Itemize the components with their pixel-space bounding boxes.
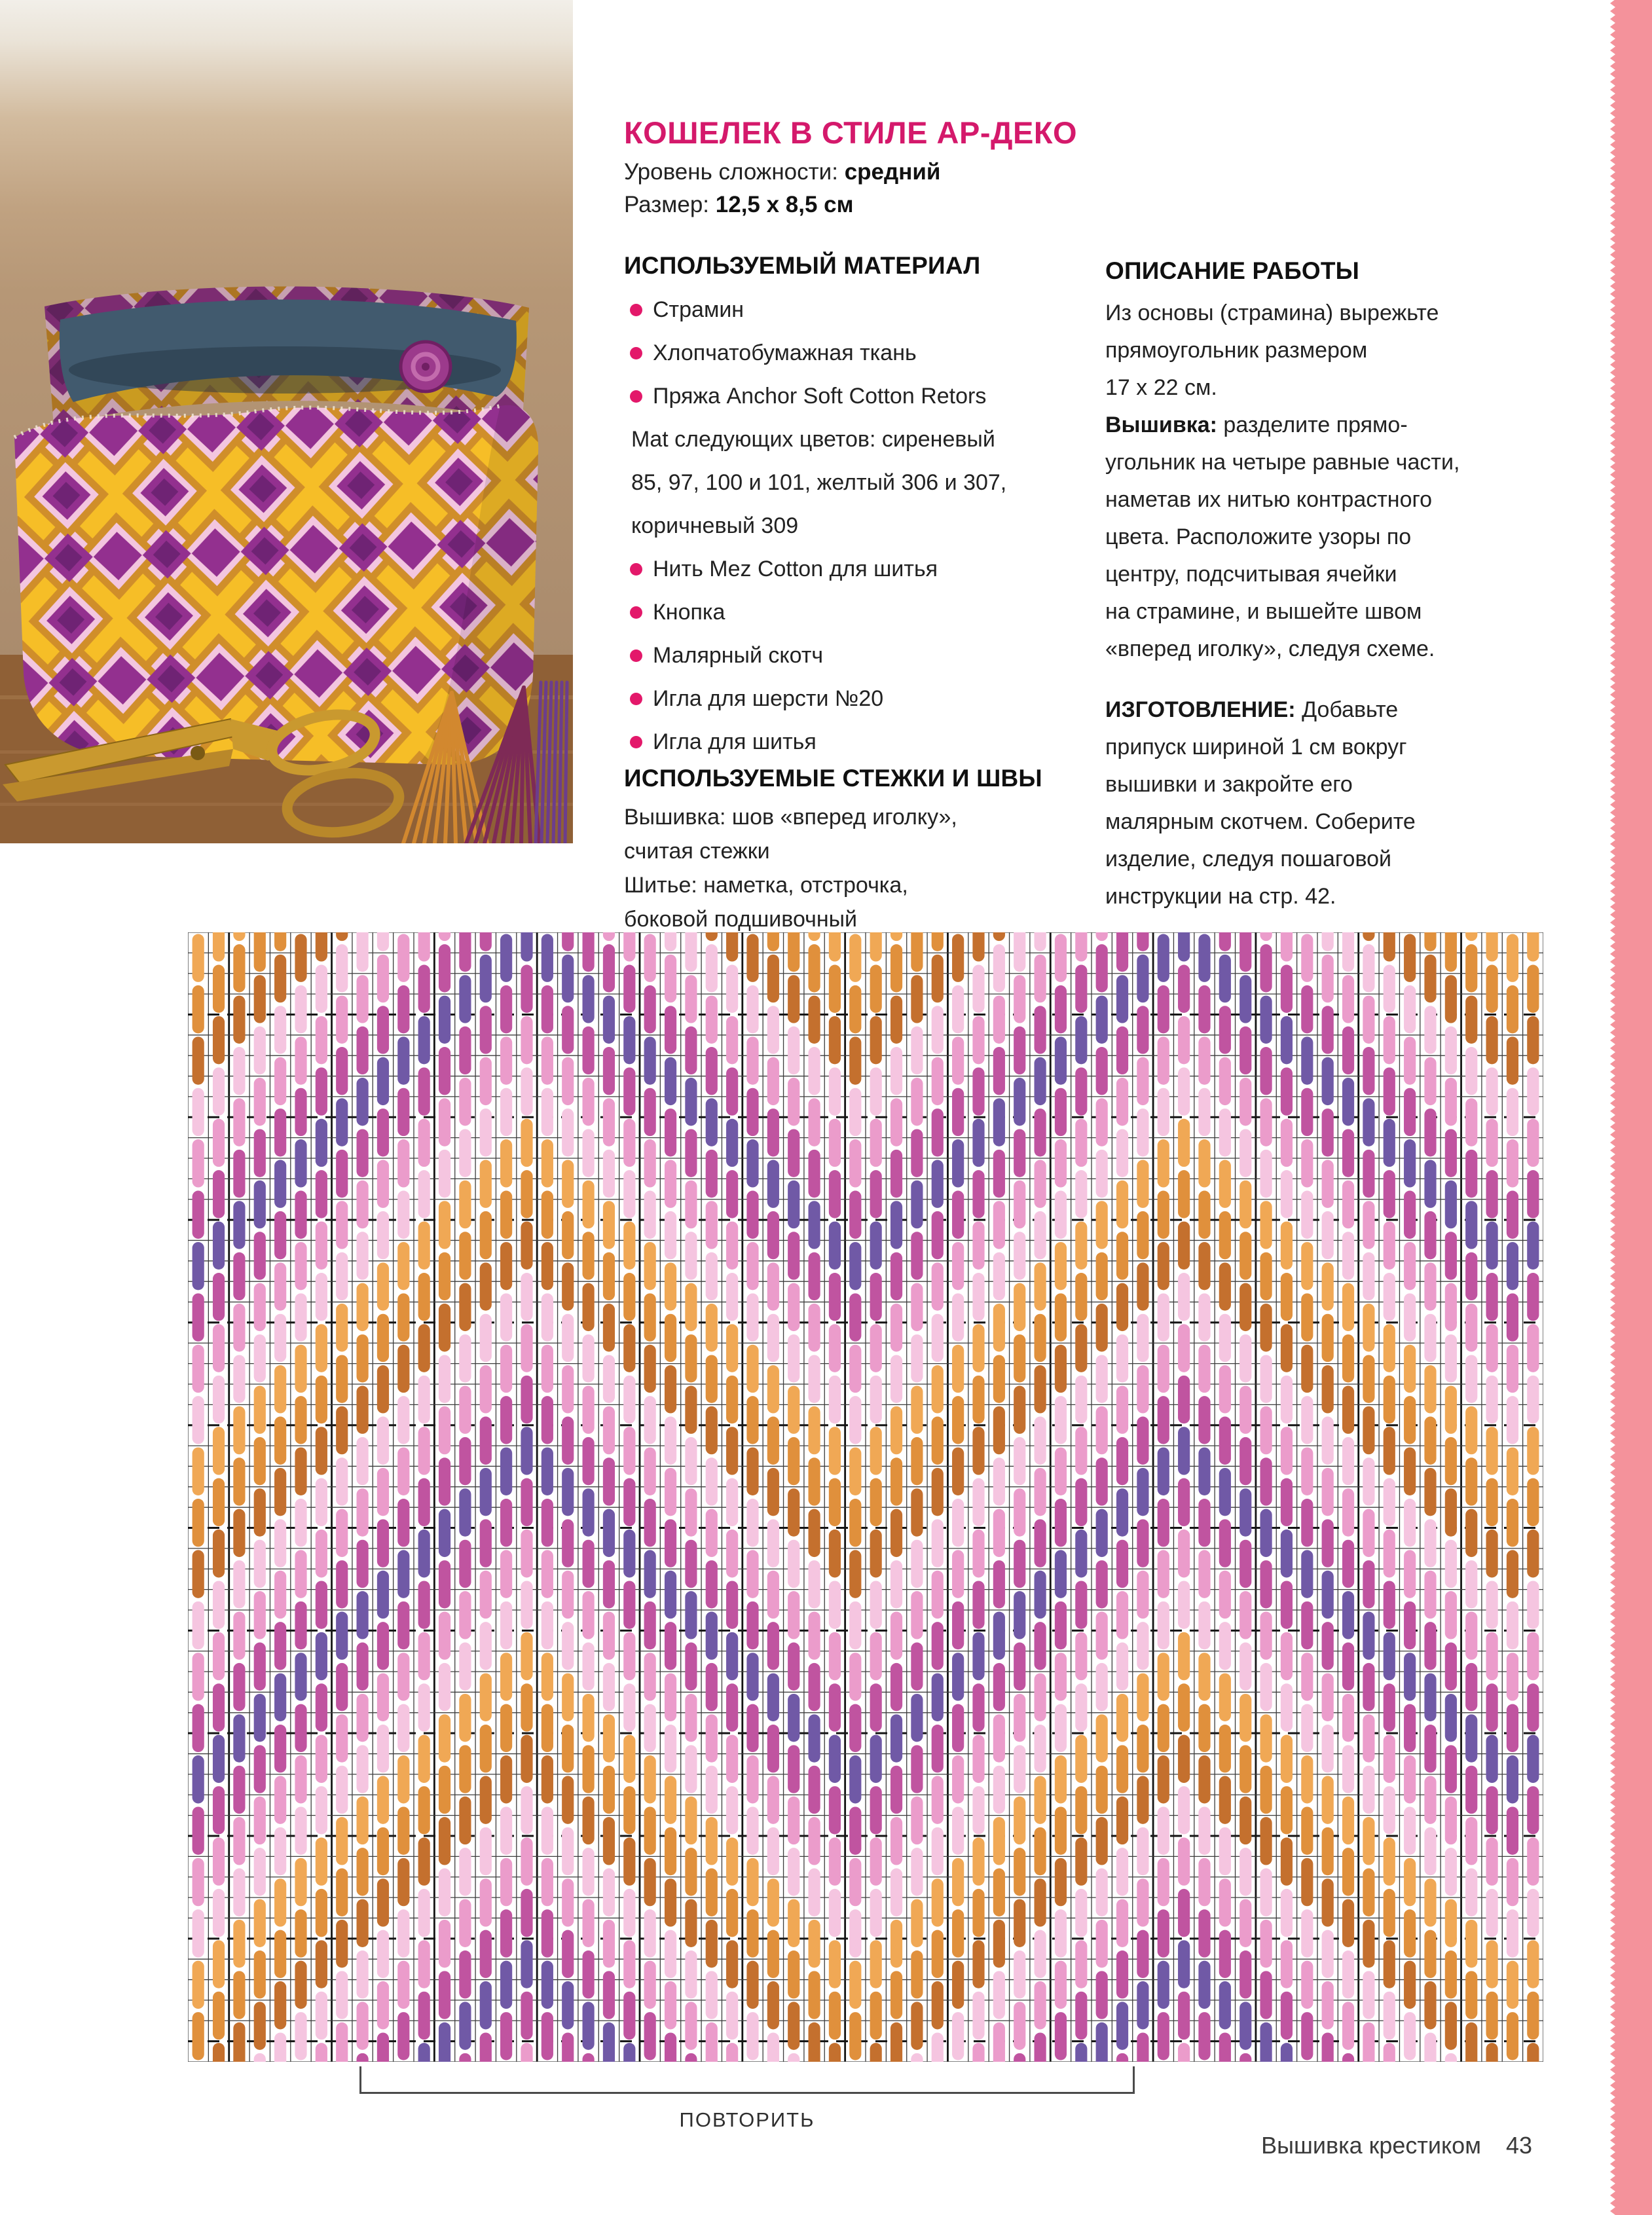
materials-item-label: коричневый 309: [631, 513, 799, 538]
text-line: вышивки и закройте его: [1105, 772, 1353, 797]
materials-heading: ИСПОЛЬЗУЕМЫЙ МАТЕРИАЛ: [624, 252, 981, 279]
page-edge-stripe: [1609, 0, 1652, 2215]
materials-item: [624, 418, 1006, 461]
bullet-icon: [630, 650, 642, 662]
bullet-icon: [630, 390, 642, 403]
text-line: «вперед иголку», следуя схеме.: [1105, 636, 1435, 661]
stripe-svg: [1609, 0, 1652, 2215]
description-text: [1105, 295, 1459, 668]
embroidered-purse: [14, 287, 538, 765]
materials-item-label: Кнопка: [653, 600, 725, 625]
size-value: 12,5 x 8,5 см: [715, 192, 854, 217]
bullet-icon: [630, 304, 642, 316]
text-line: припуск шириной 1 см вокруг: [1105, 735, 1407, 760]
purse-photo: [0, 0, 573, 843]
materials-item: [624, 288, 1006, 331]
bullet-icon: [630, 606, 642, 619]
text-line: угольник на четыре равные части,: [1105, 450, 1460, 475]
materials-item: [624, 504, 1006, 547]
footer-page-number: 43: [1505, 2132, 1532, 2159]
page-title: КОШЕЛЕК В СТИЛЕ АР-ДЕКО: [624, 115, 1078, 150]
text-line: малярным скотчем. Соберите: [1105, 809, 1416, 834]
materials-item: [624, 720, 1006, 763]
text-line: изделие, следуя пошаговой: [1105, 847, 1392, 871]
bullet-icon: [630, 347, 642, 359]
materials-item-label: Страмин: [653, 297, 744, 322]
materials-item-label: Нить Mez Cotton для шитья: [653, 557, 938, 581]
materials-item: [624, 634, 1006, 677]
difficulty-label: Уровень сложности:: [624, 159, 838, 185]
text-line: считая стежки: [624, 839, 770, 864]
size-label: Размер:: [624, 192, 710, 217]
bullet-icon: [630, 736, 642, 748]
materials-item: [624, 461, 1006, 504]
bullet-icon: [630, 693, 642, 705]
text-line: центру, подсчитывая ячейки: [1105, 562, 1397, 587]
chart-svg: [188, 932, 1543, 2062]
making-text: [1105, 691, 1416, 915]
materials-list: [624, 288, 1006, 763]
text-line: Шитье: наметка, отстрочка,: [624, 873, 908, 898]
text-line: на страмине, и вышейте швом: [1105, 599, 1422, 624]
materials-item-label: Mat следующих цветов: сиреневый: [631, 427, 995, 452]
materials-item-label: Пряжа Anchor Soft Cotton Retors: [653, 384, 987, 409]
repeat-label: ПОВТОРИТЬ: [679, 2108, 815, 2131]
text-line: наметав их нитью контрастного: [1105, 487, 1433, 512]
stitches-text: [624, 800, 957, 936]
photo-svg: [0, 0, 573, 843]
footer-rubric: Вышивка крестиком: [1261, 2132, 1481, 2159]
materials-item: [624, 375, 1006, 418]
text-line: 17 x 22 см.: [1105, 375, 1217, 400]
description-heading: ОПИСАНИЕ РАБОТЫ: [1105, 257, 1360, 284]
text-line: ИЗГОТОВЛЕНИЕ: Добавьте: [1105, 697, 1399, 722]
text-line: прямоугольник размером: [1105, 338, 1368, 363]
text-line: цвета. Расположите узоры по: [1105, 524, 1412, 549]
text-line: боковой подшивочный: [624, 907, 858, 932]
repeat-bracket: [359, 2065, 1135, 2095]
materials-item-label: Хлопчатобумажная ткань: [653, 340, 917, 365]
materials-item-label: Игла для шитья: [653, 729, 817, 754]
text-line: инструкции на стр. 42.: [1105, 884, 1336, 909]
materials-item: [624, 591, 1006, 634]
materials-item-label: 85, 97, 100 и 101, желтый 306 и 307,: [631, 470, 1007, 495]
materials-item: [624, 677, 1006, 720]
purse-button: [401, 342, 450, 392]
bullet-icon: [630, 563, 642, 576]
difficulty-line: [624, 159, 940, 185]
materials-item-label: Игла для шерсти №20: [653, 686, 884, 711]
stitches-heading: ИСПОЛЬЗУЕМЫЕ СТЕЖКИ И ШВЫ: [624, 765, 1042, 792]
text-line: Из основы (страмина) вырежьте: [1105, 301, 1439, 325]
difficulty-value: средний: [844, 159, 941, 185]
size-line: [624, 192, 854, 218]
page-footer: [1261, 2132, 1532, 2159]
materials-item: [624, 547, 1006, 591]
materials-item-label: Малярный скотч: [653, 643, 824, 668]
text-line: Вышивка: шов «вперед иголку»,: [624, 805, 957, 830]
text-line: Вышивка: разделите прямо-: [1105, 412, 1408, 437]
repeat-bracket-line: [359, 2065, 1135, 2095]
materials-item: [624, 331, 1006, 375]
embroidery-chart: [188, 932, 1543, 2062]
